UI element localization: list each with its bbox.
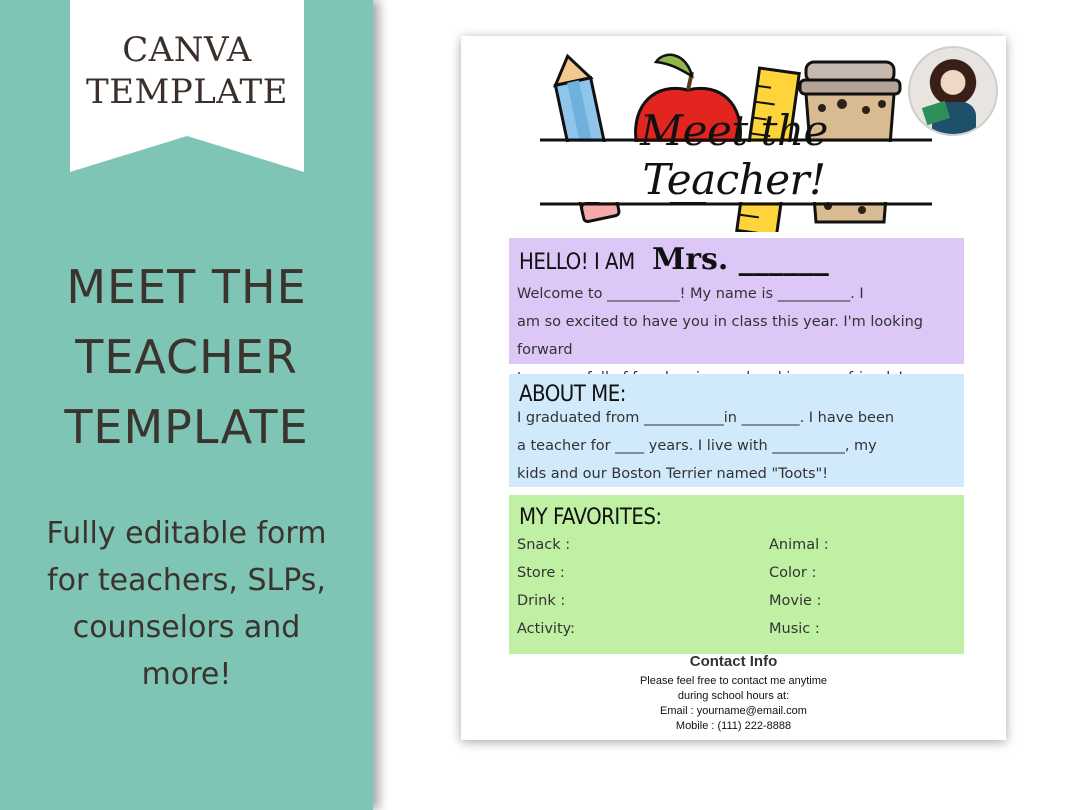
contact-line: Please feel free to contact me anytime: [639, 675, 828, 687]
contact-line: during school hours at:: [677, 690, 790, 702]
favorite-label-snack: Snack :: [517, 537, 571, 553]
headline-line: MEET THE: [66, 260, 307, 314]
favorite-label-activity: Activity:: [517, 621, 576, 637]
subtext-line: for teachers, SLPs,: [47, 563, 326, 598]
contact-title: Contact Info: [689, 653, 778, 670]
favorite-label-movie: Movie :: [769, 593, 822, 609]
banner-line-1: CANVA: [122, 30, 252, 70]
contact-phone: Mobile : (111) 222-8888: [675, 720, 792, 732]
teacher-photo: [908, 46, 998, 136]
headline: [0, 252, 373, 462]
favorite-label-music: Music :: [769, 621, 820, 637]
paragraph-line: am so excited to have you in class this year. I'm looking forward: [517, 314, 923, 358]
favorite-label-animal: Animal :: [769, 537, 829, 553]
subtext: [0, 510, 373, 698]
promo-panel: [0, 0, 373, 810]
about-heading: ABOUT ME:: [519, 382, 626, 407]
about-paragraph: [517, 404, 959, 488]
favorites-section: [509, 495, 964, 654]
subtext-line: counselors and: [72, 610, 301, 645]
paragraph-line: kids and our Boston Terrier named "Toots"!: [517, 466, 829, 482]
contact-email: Email : yourname@email.com: [660, 705, 807, 717]
canva-template-banner: [70, 0, 304, 172]
banner-line-2: TEMPLATE: [86, 72, 288, 112]
headline-line: TEMPLATE: [64, 400, 309, 454]
paragraph-line: a teacher for ____ years. I live with __________, my: [517, 438, 877, 454]
flyer-title: Meet the Teacher!: [640, 106, 828, 204]
subtext-line: Fully editable form: [46, 516, 327, 551]
headline-line: TEACHER: [75, 330, 298, 384]
teacher-flyer-document: [461, 36, 1006, 740]
hello-heading: HELLO! I AM: [519, 250, 635, 275]
teacher-name-blank: Mrs. ______: [652, 242, 829, 277]
favorite-label-store: Store :: [517, 565, 565, 581]
paragraph-line: Welcome to __________! My name is __________. I: [517, 286, 864, 302]
hello-section: [509, 238, 964, 364]
about-section: [509, 374, 964, 487]
favorite-label-color: Color :: [769, 565, 817, 581]
favorite-label-drink: Drink :: [517, 593, 566, 609]
subtext-line: more!: [141, 657, 232, 692]
paragraph-line: I graduated from ___________in ________. I have been: [517, 410, 895, 426]
favorites-heading: MY FAVORITES:: [519, 505, 662, 530]
